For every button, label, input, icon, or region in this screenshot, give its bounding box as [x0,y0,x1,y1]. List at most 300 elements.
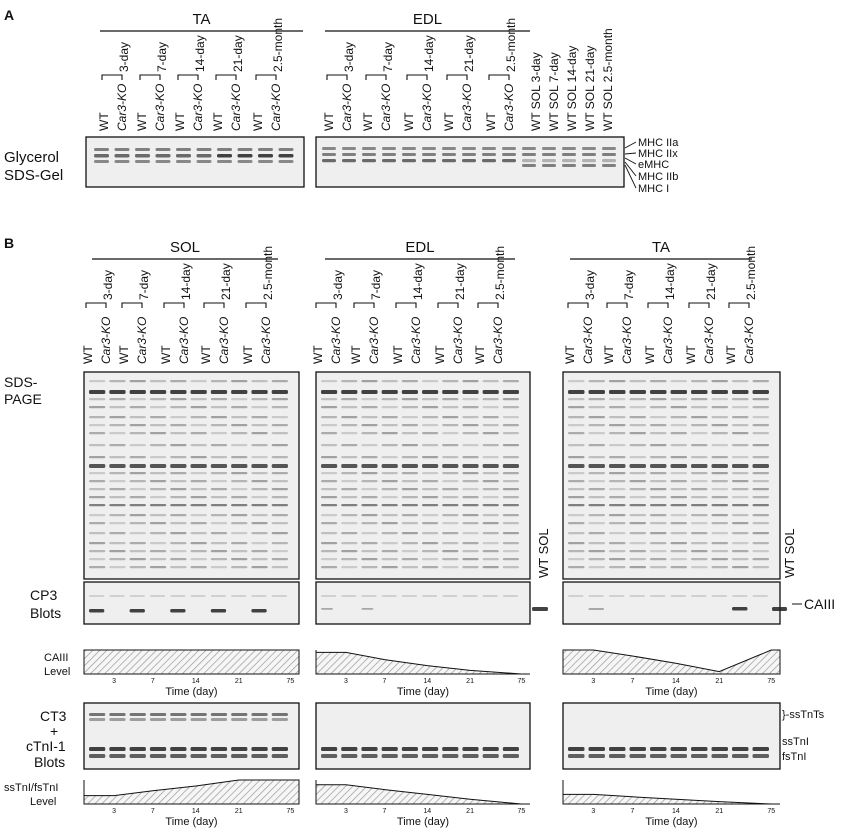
band [191,532,207,534]
band [691,464,708,468]
band [191,432,207,434]
band [251,398,267,400]
band [503,550,519,552]
band [191,595,206,597]
band [89,595,104,597]
band [630,488,647,490]
lane-label-car3-ko: Car3-KO [409,316,423,364]
band [732,542,749,544]
band [89,444,105,446]
wt-sol-label-ta: WT SOL [782,528,797,578]
caiii-time-tick: 21 [234,678,243,685]
band [753,747,770,751]
band [251,747,267,751]
band [170,718,186,721]
band [211,456,227,458]
band [341,464,357,468]
caiii-band [89,609,104,613]
band [156,154,171,158]
band [568,464,585,468]
band [462,390,478,394]
band [251,713,267,716]
band [191,718,207,721]
band [462,444,478,446]
band [361,595,376,597]
band [211,550,227,552]
age-label: 14-day [193,35,207,72]
band [402,159,416,162]
band [630,456,647,458]
band [503,566,519,568]
band [483,558,499,560]
band [170,406,186,408]
lane-label-wt: WT [241,345,255,364]
age-bracket [327,75,347,80]
band [442,566,458,568]
band [382,488,398,490]
band [321,747,337,751]
band [422,550,438,552]
band [321,398,337,400]
band [422,416,438,418]
band [211,566,227,568]
band [231,464,247,468]
band [251,522,267,524]
band [402,522,418,524]
band [712,380,729,382]
band [442,542,458,544]
band [691,424,708,426]
group-title-ta: TA [192,11,211,28]
band [630,398,647,400]
band [170,488,186,490]
age-label: 21-day [219,263,233,300]
band [321,566,337,568]
band [341,406,357,408]
band [630,504,647,506]
lane-label-wt: WT [81,345,95,364]
band [258,160,273,163]
band [691,406,708,408]
wt-sol-caiii-band [532,607,548,611]
band [251,488,267,490]
band [422,464,438,468]
band [109,514,125,516]
band [483,747,499,751]
band [589,424,606,426]
band [89,532,105,534]
caiii-time-tick: 3 [344,678,348,685]
age-bracket [438,303,458,308]
cp3-blot [563,582,780,624]
age-bracket [164,303,184,308]
band [170,424,186,426]
band [609,390,626,394]
band [382,747,398,751]
band [568,514,585,516]
band [712,550,729,552]
band [732,398,749,400]
band [135,160,150,163]
band [321,424,337,426]
band [522,164,536,167]
band [671,472,688,474]
ratio-time-tick: 75 [517,808,526,815]
age-bracket [729,303,749,308]
band [442,159,456,162]
band [568,472,585,474]
band [691,472,708,474]
band [150,416,166,418]
band [150,713,166,716]
band [442,747,458,751]
band [170,532,186,534]
band [258,148,273,151]
band [361,747,377,751]
band [130,398,146,400]
band [89,514,105,516]
band [109,522,125,524]
band [582,164,596,167]
band [342,159,356,162]
band [630,472,647,474]
band [691,595,707,597]
band [341,595,356,597]
band [630,380,647,382]
band [150,496,166,498]
ratio-time-tick: 7 [382,808,387,815]
band [130,464,146,468]
sds-page-gel [84,372,299,579]
age-label: 3-day [583,269,597,300]
band [130,595,145,597]
band [422,496,438,498]
lane-label-wt: WT [159,345,173,364]
lane-label-car3-ko: Car3-KO [259,316,273,364]
band [231,432,247,434]
age-label: 14-day [422,35,436,72]
lane-label-car3-ko: Car3-KO [115,83,129,131]
band [671,542,688,544]
band [176,154,191,158]
band [503,480,519,482]
band [732,488,749,490]
band [109,444,125,446]
band [150,514,166,516]
band [568,480,585,482]
band [712,390,729,394]
band [191,558,207,560]
band [422,398,438,400]
band [712,444,729,446]
band [671,514,688,516]
band [753,566,770,568]
band [712,504,729,506]
band [402,424,418,426]
lane-label-car3-ko: Car3-KO [379,83,393,131]
band [650,424,667,426]
band [211,496,227,498]
band [382,550,398,552]
lane-label-wt: WT [563,345,577,364]
band [272,406,288,408]
age-label: 21-day [231,35,245,72]
band [609,380,626,382]
band [170,754,186,758]
band [462,514,478,516]
mhc-label: MHC IIx [638,148,678,160]
band [150,480,166,482]
band [753,514,770,516]
band [361,488,377,490]
band [630,754,647,758]
band [251,480,267,482]
band [170,496,186,498]
band [650,532,667,534]
band [753,532,770,534]
age-bracket [568,303,588,308]
band [130,432,146,434]
band [422,747,438,751]
band [609,480,626,482]
band [753,550,770,552]
band [609,566,626,568]
band [191,390,207,394]
band [462,406,478,408]
band [732,754,749,758]
caiii-time-tick: 21 [466,678,474,685]
band [279,160,294,163]
lane-label-wt: WT [643,345,657,364]
band [753,496,770,498]
ct3-label: cTnI-1 [26,738,66,754]
caiii-band [170,609,185,613]
band [589,504,606,506]
band [650,416,667,418]
lane-label-wt: WT [402,112,416,131]
band [211,532,227,534]
band [322,147,336,150]
band [753,754,770,758]
band [691,432,708,434]
band [211,432,227,434]
band [130,566,146,568]
band [483,514,499,516]
lane-label-car3-ko: Car3-KO [367,316,381,364]
band [462,472,478,474]
lane-label-wt: WT [251,112,265,131]
band [156,160,171,163]
lane-label-car3-ko: Car3-KO [340,83,354,131]
ratio-time-tick: 3 [344,808,348,815]
band [503,747,519,751]
band [503,542,519,544]
lane-label-car3-ko: Car3-KO [742,316,756,364]
band [341,380,357,382]
band [272,416,288,418]
band [630,496,647,498]
band [650,472,667,474]
band [382,595,397,597]
band [321,456,337,458]
band [630,464,647,468]
band [341,416,357,418]
band [462,416,478,418]
band [422,514,438,516]
band [402,472,418,474]
band [170,550,186,552]
age-bracket [689,303,709,308]
band [341,390,357,394]
band [402,406,418,408]
band [650,754,667,758]
ratio-time-tick: 7 [150,808,155,815]
band [671,464,688,468]
band [422,558,438,560]
band [422,542,438,544]
lane-label-car3-ko: Car3-KO [460,83,474,131]
band [89,472,105,474]
lane-label-car3-ko: Car3-KO [269,83,283,131]
band [732,464,749,468]
caiii-band [589,608,605,610]
band [568,504,585,506]
age-bracket [607,303,627,308]
band [589,464,606,468]
age-bracket [140,75,160,80]
band [732,558,749,560]
panel-a [4,7,679,195]
band [712,754,729,758]
band [462,754,478,758]
band [568,595,584,597]
mhc-leader [625,158,636,164]
lane-label-wt: WT [135,112,149,131]
band [170,416,186,418]
band [691,522,708,524]
band [170,595,185,597]
band [568,456,585,458]
band [753,558,770,560]
caiii-time-tick: 75 [286,678,295,685]
band [109,558,125,560]
lane-label-car3-ko: Car3-KO [329,316,343,364]
band [402,496,418,498]
band [341,550,357,552]
band [753,444,770,446]
band [130,496,146,498]
band [609,754,626,758]
band [630,542,647,544]
band [341,398,357,400]
band [321,595,336,597]
band [341,488,357,490]
band [272,550,288,552]
band [568,558,585,560]
band [671,747,688,751]
band [712,558,729,560]
band [503,424,519,426]
band [732,747,749,751]
band [442,488,458,490]
band [130,514,146,516]
band [609,472,626,474]
ratio-time-axis-label: Time (day) [165,816,218,828]
band [753,480,770,482]
band [712,480,729,482]
band [231,380,247,382]
band [272,542,288,544]
band [483,542,499,544]
lane-label-wt: WT [724,345,738,364]
sds-page-gel [316,372,530,579]
band [650,522,667,524]
band [712,566,729,568]
band [382,754,398,758]
band [483,532,499,534]
age-bracket [316,303,336,308]
band [442,558,458,560]
band [753,398,770,400]
band [191,380,207,382]
band [109,566,125,568]
band [150,390,166,394]
band [442,522,458,524]
band [671,456,688,458]
band [568,424,585,426]
band [502,153,516,156]
band [732,595,748,597]
band [109,424,125,426]
band [753,472,770,474]
band [321,514,337,516]
band [630,747,647,751]
band [321,532,337,534]
age-label: 7-day [369,269,383,300]
band [402,444,418,446]
band [462,432,478,434]
band [483,550,499,552]
band [231,424,247,426]
group-title-edl: EDL [412,11,443,28]
age-label: 3-day [342,41,356,72]
band [382,380,398,382]
band [109,747,125,751]
ct3-label: CT3 [40,708,67,724]
band [191,747,207,751]
band [191,480,207,482]
band [650,380,667,382]
band [483,504,499,506]
lane-label-wt: WT [97,112,111,131]
band [150,380,166,382]
band [272,713,288,716]
band [630,550,647,552]
band [211,542,227,544]
band [211,488,227,490]
band [483,456,499,458]
band [589,754,606,758]
band [170,713,186,716]
band [251,432,267,434]
band [109,432,125,434]
band [109,754,125,758]
band [231,456,247,458]
band [568,754,585,758]
band [272,432,288,434]
band [191,464,207,468]
band [211,380,227,382]
